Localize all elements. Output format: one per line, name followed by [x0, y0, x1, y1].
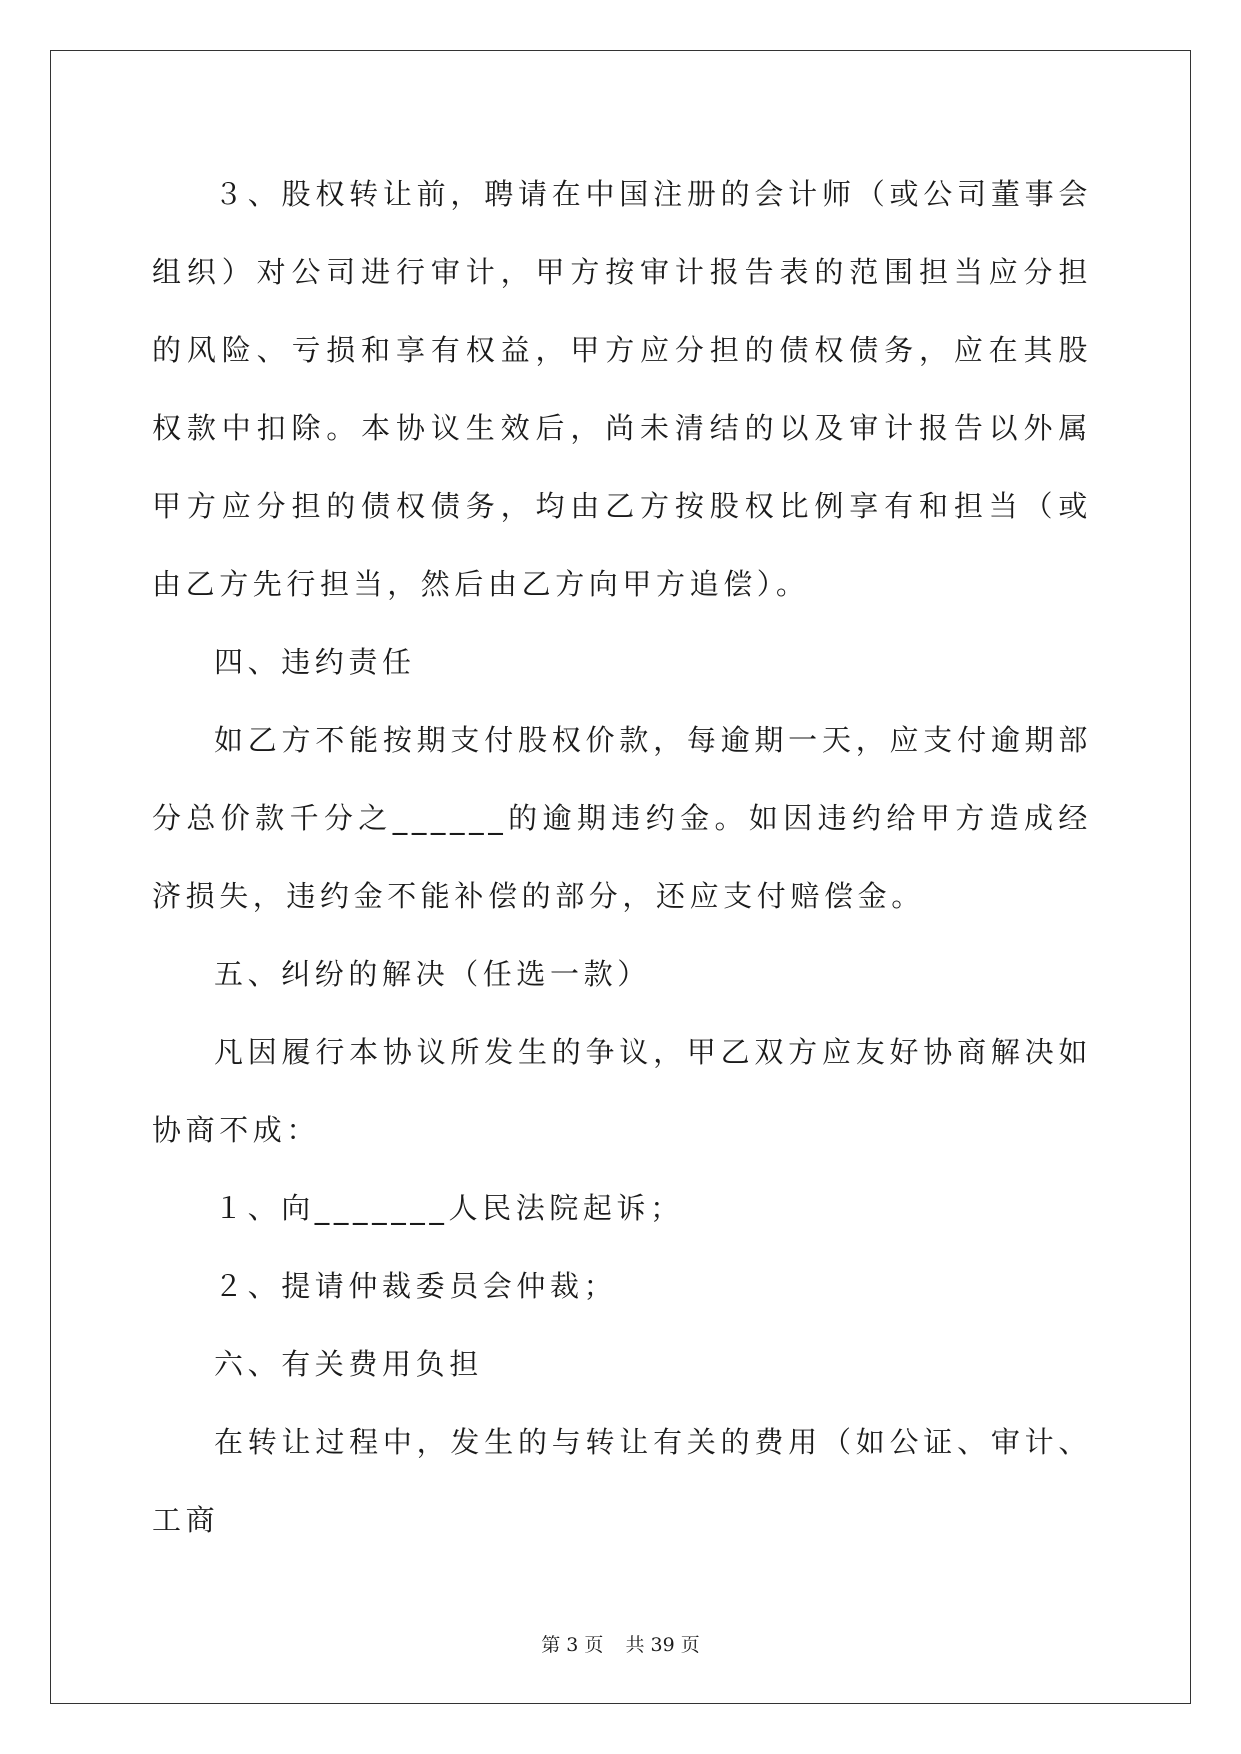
- document-body: [152, 155, 1092, 1559]
- paragraph-breach-penalty: 如乙方不能按期支付股权价款，每逾期一天，应支付逾期部分总价款千分之______的逾期违约金。如因违约给甲方造成经济损失，违约金不能补偿的部分，还应支付赔偿金。: [152, 723, 1092, 913]
- page-number: 第 3 页: [541, 1634, 604, 1656]
- section-heading-fees: 六、有关费用负担: [214, 1347, 483, 1381]
- paragraph-dispute-intro: 凡因履行本协议所发生的争议，甲乙双方应友好协商解决如协商不成：: [152, 1035, 1092, 1147]
- section-heading-breach: 四、违约责任: [214, 645, 416, 679]
- page-footer: [0, 1630, 1241, 1657]
- list-item-arbitration: ２、提请仲裁委员会仲裁；: [214, 1269, 618, 1303]
- paragraph-fees: 在转让过程中，发生的与转让有关的费用（如公证、审计、工商: [152, 1425, 1092, 1537]
- section-heading-dispute: 五、纠纷的解决（任选一款）: [214, 957, 651, 991]
- paragraph-audit-clause: ３、股权转让前，聘请在中国注册的会计师（或公司董事会组织）对公司进行审计，甲方按审计报告表的范围担当应分担的风险、亏损和享有权益，甲方应分担的债权债务，应在其股权款中扣除。本协议生效后，尚未清结的以及审计报告以外属甲方应分担的债权债务，均由乙方按股权比例享有和担当（或由乙方先行担当，然后由乙方向甲方追偿）。: [152, 177, 1092, 601]
- page-total: 共 39 页: [625, 1634, 700, 1656]
- list-item-court: １、向_______人民法院起诉；: [214, 1191, 684, 1225]
